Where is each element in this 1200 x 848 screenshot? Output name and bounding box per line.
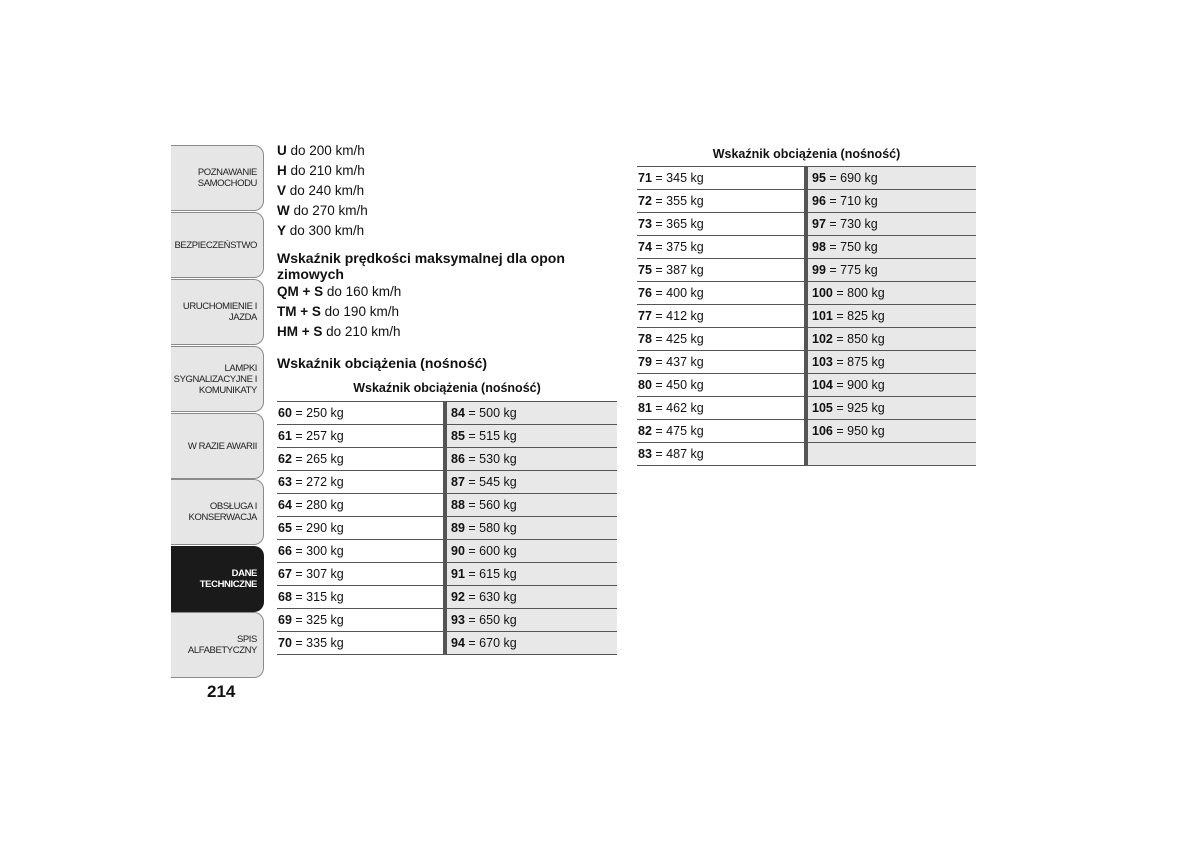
- table-cell: [445, 586, 617, 609]
- load-index-number: 60: [278, 406, 292, 420]
- table-cell: [806, 236, 976, 259]
- load-index-number: 64: [278, 498, 292, 512]
- load-index-number: 95: [812, 171, 826, 185]
- load-index-number: 90: [451, 544, 465, 558]
- speed-code: QM + S: [277, 284, 324, 299]
- table-cell: [277, 563, 445, 586]
- table-row: [277, 517, 617, 540]
- table-cell: [277, 540, 445, 563]
- table-row: [637, 443, 976, 466]
- load-index-number: 105: [812, 401, 833, 415]
- speed-code: U: [277, 143, 287, 158]
- table-row: [637, 397, 976, 420]
- load-index-number: 81: [638, 401, 652, 415]
- table-cell: [277, 425, 445, 448]
- table-cell: [277, 448, 445, 471]
- load-value: = 250 kg: [295, 406, 344, 420]
- load-value: = 375 kg: [655, 240, 704, 254]
- page-number: 214: [207, 682, 236, 701]
- load-index-table-right: [637, 166, 976, 466]
- table-cell: [637, 305, 806, 328]
- table-cell: [806, 351, 976, 374]
- table-cell: [806, 213, 976, 236]
- load-value: = 950 kg: [836, 424, 885, 438]
- speed-index-item: [277, 201, 617, 221]
- load-value: = 257 kg: [295, 429, 344, 443]
- tab-uruchomienie-i-jazda[interactable]: [171, 279, 264, 345]
- speed-index-item: [277, 161, 617, 181]
- speed-limit: do 240 km/h: [289, 183, 365, 198]
- load-index-number: 70: [278, 636, 292, 650]
- table-cell: [806, 190, 976, 213]
- load-index-number: 91: [451, 567, 465, 581]
- load-index-number: 96: [812, 194, 826, 208]
- speed-code: HM + S: [277, 324, 323, 339]
- table-cell: [445, 632, 617, 655]
- load-value: = 650 kg: [468, 613, 517, 627]
- table-cell: [637, 236, 806, 259]
- load-index-number: 65: [278, 521, 292, 535]
- table-cell: [445, 402, 617, 425]
- tab-spis-alfabetyczny[interactable]: [171, 612, 264, 678]
- load-value: = 400 kg: [655, 286, 704, 300]
- table-row: [277, 402, 617, 425]
- load-index-number: 74: [638, 240, 652, 254]
- load-index-number: 63: [278, 475, 292, 489]
- load-index-number: 97: [812, 217, 826, 231]
- winter-index-item: [277, 322, 617, 342]
- table-row: [277, 609, 617, 632]
- table-cell: [445, 425, 617, 448]
- speed-code: V: [277, 183, 287, 198]
- load-value: = 365 kg: [655, 217, 704, 231]
- load-index-number: 106: [812, 424, 833, 438]
- load-index-number: 87: [451, 475, 465, 489]
- load-index-number: 78: [638, 332, 652, 346]
- load-value: = 335 kg: [295, 636, 344, 650]
- load-value: = 355 kg: [655, 194, 704, 208]
- table-cell: [277, 494, 445, 517]
- speed-limit: do 190 km/h: [324, 304, 399, 319]
- table-row: [637, 374, 976, 397]
- speed-limit: do 200 km/h: [290, 143, 365, 158]
- load-value: = 850 kg: [836, 332, 885, 346]
- load-value: = 730 kg: [829, 217, 878, 231]
- load-index-number: 79: [638, 355, 652, 369]
- table-cell: [277, 517, 445, 540]
- table-row: [637, 328, 976, 351]
- load-index-number: 80: [638, 378, 652, 392]
- load-value: = 825 kg: [836, 309, 885, 323]
- load-index-number: 68: [278, 590, 292, 604]
- load-value: = 425 kg: [655, 332, 704, 346]
- tab-label: SPIS ALFABETYCZNY: [187, 634, 257, 656]
- table-cell: [637, 282, 806, 305]
- load-index-number: 84: [451, 406, 465, 420]
- speed-code: TM + S: [277, 304, 321, 319]
- load-value: = 462 kg: [655, 401, 704, 415]
- table-row: [637, 305, 976, 328]
- table-cell: [637, 328, 806, 351]
- table-cell: [637, 167, 806, 190]
- speed-code: Y: [277, 223, 287, 238]
- tab-dane-techniczne[interactable]: [171, 546, 264, 612]
- table-cell: [277, 586, 445, 609]
- tab-label: BEZPIECZEŃSTWO: [174, 239, 257, 251]
- load-index-number: 76: [638, 286, 652, 300]
- load-index-number: 88: [451, 498, 465, 512]
- load-value: = 412 kg: [655, 309, 704, 323]
- tab-obsluga-i-konserwacja[interactable]: [171, 479, 264, 545]
- load-value: = 900 kg: [836, 378, 885, 392]
- load-table-title: Wskaźnik obciążenia (nośność): [712, 147, 901, 161]
- load-value: = 265 kg: [295, 452, 344, 466]
- table-cell: [806, 259, 976, 282]
- table-cell: [637, 443, 806, 466]
- load-index-number: 94: [451, 636, 465, 650]
- table-cell: [445, 563, 617, 586]
- load-index-number: 77: [638, 309, 652, 323]
- load-index-number: 101: [812, 309, 833, 323]
- table-cell: [806, 374, 976, 397]
- table-cell: [806, 420, 976, 443]
- tab-label: LAMPKI SYGNALIZACYJNE I KOMUNIKATY: [173, 362, 257, 396]
- table-row: [637, 190, 976, 213]
- table-cell: [445, 517, 617, 540]
- load-value: = 307 kg: [295, 567, 344, 581]
- table-cell: [637, 213, 806, 236]
- table-cell: [806, 167, 976, 190]
- tab-label: POZNAWANIE SAMOCHODU: [197, 167, 257, 189]
- load-value: = 670 kg: [468, 636, 517, 650]
- load-value: = 530 kg: [468, 452, 517, 466]
- table-cell: [637, 190, 806, 213]
- table-cell: [806, 305, 976, 328]
- table-row: [637, 236, 976, 259]
- table-cell: [806, 282, 976, 305]
- load-value: = 280 kg: [295, 498, 344, 512]
- load-value: = 775 kg: [829, 263, 878, 277]
- load-value: = 437 kg: [655, 355, 704, 369]
- table-row: [277, 471, 617, 494]
- load-index-number: 93: [451, 613, 465, 627]
- load-value: = 325 kg: [295, 613, 344, 627]
- table-row: [637, 420, 976, 443]
- table-row: [277, 494, 617, 517]
- table-cell: [637, 259, 806, 282]
- table-cell: [445, 471, 617, 494]
- load-index-number: 67: [278, 567, 292, 581]
- winter-index-item: [277, 282, 617, 302]
- table-cell: [445, 540, 617, 563]
- speed-limit: do 210 km/h: [290, 163, 365, 178]
- tab-poznawanie-samochodu[interactable]: [171, 145, 264, 211]
- table-cell: [277, 609, 445, 632]
- speed-index-section: [277, 141, 617, 371]
- speed-index-item: [277, 141, 617, 161]
- load-index-number: 62: [278, 452, 292, 466]
- table-cell: [806, 443, 976, 466]
- load-value: = 875 kg: [836, 355, 885, 369]
- load-index-number: 71: [638, 171, 652, 185]
- tab-label: URUCHOMIENIE I JAZDA: [182, 301, 257, 323]
- table-cell: [277, 632, 445, 655]
- load-value: = 600 kg: [468, 544, 517, 558]
- table-row: [637, 351, 976, 374]
- load-index-number: 73: [638, 217, 652, 231]
- load-index-number: 99: [812, 263, 826, 277]
- load-table-title: Wskaźnik obciążenia (nośność): [353, 381, 541, 395]
- table-cell: [637, 374, 806, 397]
- load-value: = 450 kg: [655, 378, 704, 392]
- load-index-number: 92: [451, 590, 465, 604]
- table-cell: [637, 420, 806, 443]
- load-value: = 387 kg: [655, 263, 704, 277]
- load-index-number: 82: [638, 424, 652, 438]
- table-row: [277, 586, 617, 609]
- load-value: = 710 kg: [829, 194, 878, 208]
- table-row: [277, 448, 617, 471]
- load-value: = 690 kg: [829, 171, 878, 185]
- load-value: = 615 kg: [468, 567, 517, 581]
- tab-w-razie-awarii[interactable]: [171, 413, 264, 479]
- load-value: = 300 kg: [295, 544, 344, 558]
- table-row: [277, 540, 617, 563]
- tab-lampki-sygnalizacyjne[interactable]: [171, 346, 264, 412]
- winter-index-item: [277, 302, 617, 322]
- load-value: = 315 kg: [295, 590, 344, 604]
- load-index-number: 69: [278, 613, 292, 627]
- load-index-number: 103: [812, 355, 833, 369]
- load-value: = 345 kg: [655, 171, 704, 185]
- load-index-table-left: [277, 401, 617, 655]
- load-value: = 515 kg: [468, 429, 517, 443]
- speed-limit: do 160 km/h: [326, 284, 402, 299]
- load-value: = 925 kg: [836, 401, 885, 415]
- load-index-number: 72: [638, 194, 652, 208]
- load-index-number: 61: [278, 429, 292, 443]
- table-cell: [637, 397, 806, 420]
- load-value: = 487 kg: [655, 447, 704, 461]
- load-value: = 580 kg: [468, 521, 517, 535]
- load-value: = 545 kg: [468, 475, 517, 489]
- tab-bezpieczenstwo[interactable]: [171, 212, 264, 278]
- load-index-number: 86: [451, 452, 465, 466]
- load-index-number: 66: [278, 544, 292, 558]
- load-index-number: 75: [638, 263, 652, 277]
- speed-limit: do 300 km/h: [289, 223, 365, 238]
- load-index-number: 85: [451, 429, 465, 443]
- load-value: = 272 kg: [295, 475, 344, 489]
- table-cell: [806, 397, 976, 420]
- load-value: = 750 kg: [829, 240, 878, 254]
- table-row: [637, 213, 976, 236]
- load-value: = 630 kg: [468, 590, 517, 604]
- load-index-number: 89: [451, 521, 465, 535]
- table-cell: [277, 471, 445, 494]
- table-row: [277, 563, 617, 586]
- load-value: = 800 kg: [836, 286, 885, 300]
- speed-index-item: [277, 221, 617, 241]
- table-row: [637, 167, 976, 190]
- load-index-heading: Wskaźnik obciążenia (nośność): [277, 355, 488, 371]
- tab-label: DANE TECHNICZNE: [199, 568, 257, 590]
- load-index-number: 104: [812, 378, 833, 392]
- tab-label: OBSŁUGA I KONSERWACJA: [188, 501, 257, 523]
- table-row: [637, 259, 976, 282]
- table-cell: [806, 328, 976, 351]
- load-value: = 500 kg: [468, 406, 517, 420]
- load-value: = 560 kg: [468, 498, 517, 512]
- load-value: = 290 kg: [295, 521, 344, 535]
- tab-label: W RAZIE AWARII: [187, 440, 257, 452]
- table-cell: [445, 609, 617, 632]
- table-cell: [445, 448, 617, 471]
- table-cell: [445, 494, 617, 517]
- speed-code: W: [277, 203, 290, 218]
- load-index-number: 100: [812, 286, 833, 300]
- load-index-number: 83: [638, 447, 652, 461]
- speed-limit: do 210 km/h: [326, 324, 401, 339]
- table-cell: [277, 402, 445, 425]
- table-row: [277, 632, 617, 655]
- load-index-number: 102: [812, 332, 833, 346]
- winter-tyre-heading: Wskaźnik prędkości maksymalnej dla opon zimowych: [277, 250, 565, 282]
- table-row: [277, 425, 617, 448]
- table-cell: [637, 351, 806, 374]
- load-index-number: 98: [812, 240, 826, 254]
- speed-index-item: [277, 181, 617, 201]
- speed-code: H: [277, 163, 287, 178]
- load-value: = 475 kg: [655, 424, 704, 438]
- speed-limit: do 270 km/h: [293, 203, 368, 218]
- table-row: [637, 282, 976, 305]
